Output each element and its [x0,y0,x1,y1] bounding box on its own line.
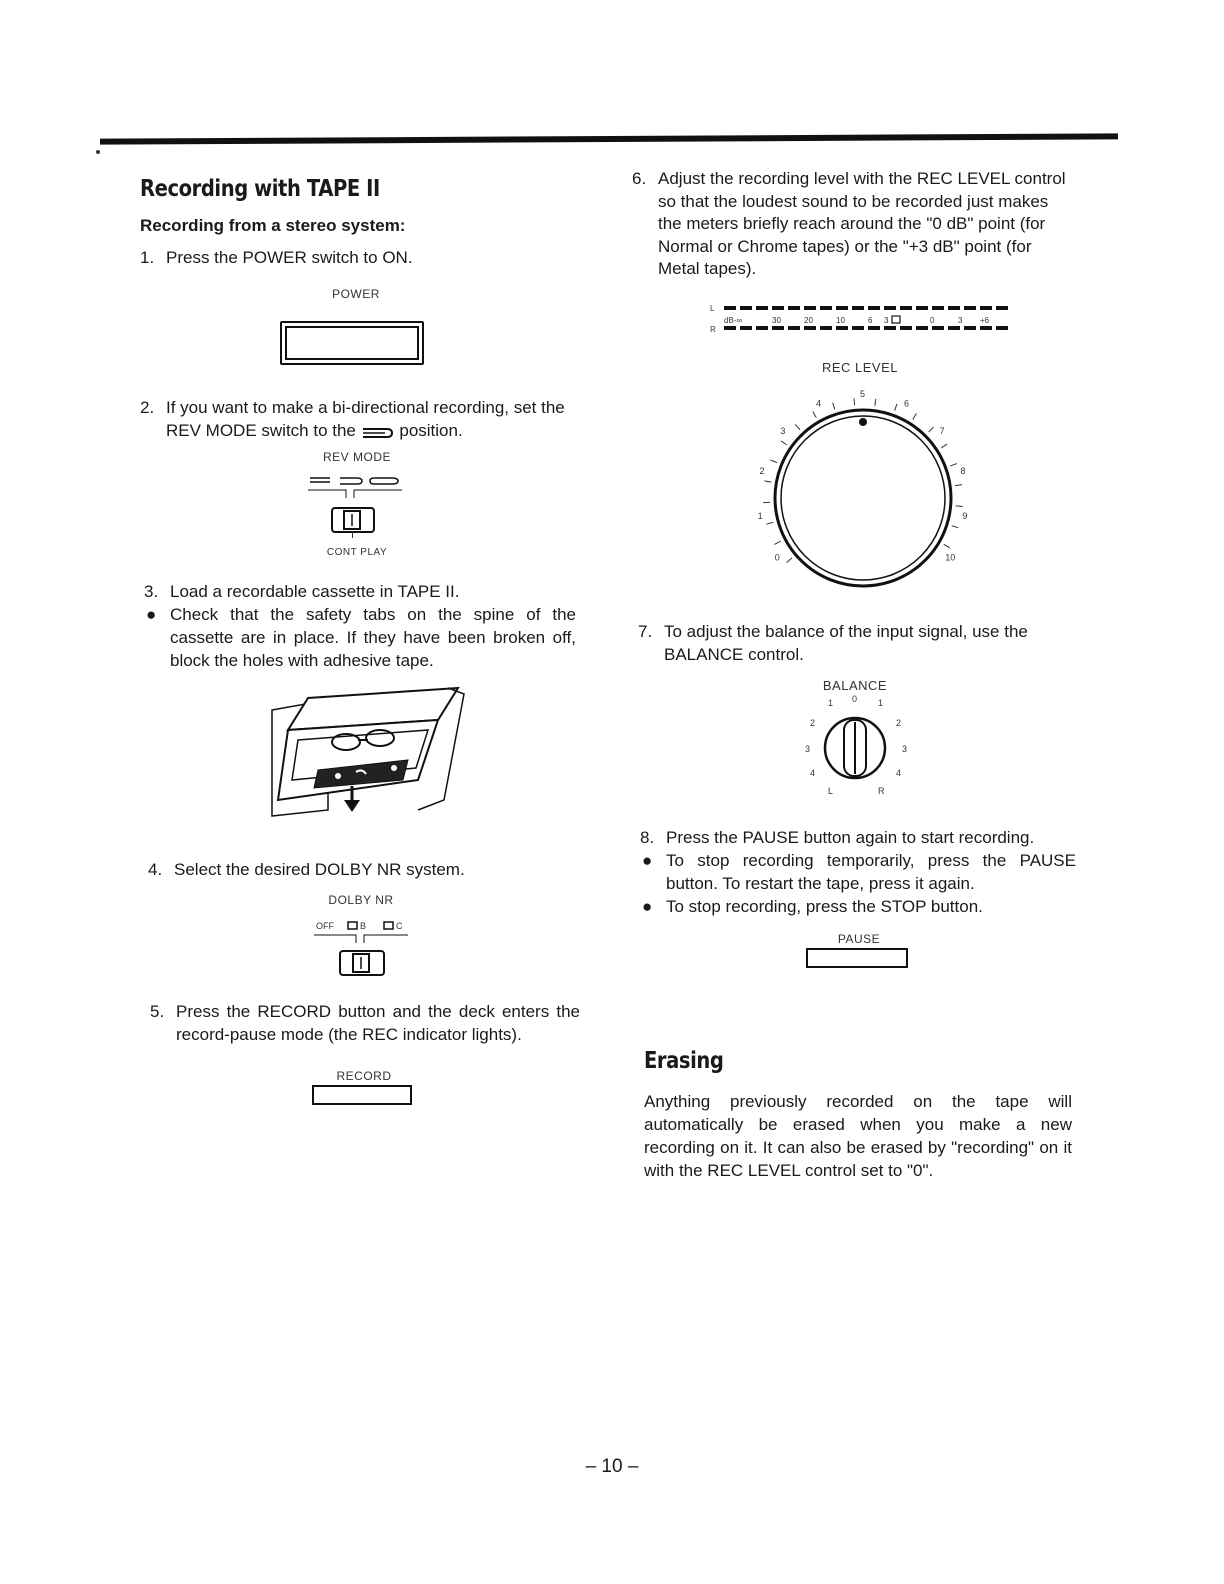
step-6-block [632,168,1072,281]
meter-segment [756,306,768,310]
section-title: Recording with TAPE II [140,176,380,202]
meter-segment [868,326,880,330]
balance-r-label: R [878,786,885,796]
rec-level-tick-mark [766,522,773,524]
rec-level-tick-mark [929,427,934,432]
meter-tick: 20 [804,316,813,325]
rev-mode-figure [302,450,412,558]
step-3-block [144,580,576,672]
rec-level-tick-label: 4 [816,398,822,409]
cassette-illustration [268,680,468,820]
erasing-section [644,1042,1072,1182]
meter-tick: 3 [884,316,889,325]
rec-level-tick-mark [950,464,957,466]
meter-tick: 0 [930,316,935,325]
rec-level-tick-label: 6 [903,398,909,409]
step-7-block [638,620,1074,666]
rev-mode-switch[interactable] [302,464,412,534]
dolby-b-label: B [360,921,367,931]
meter-segment [836,306,848,310]
balance-tick: 2 [810,718,816,728]
meter-segment [996,306,1008,310]
meter-segment [868,306,880,310]
rule-dot [96,150,100,154]
meter-segment [948,306,960,310]
balance-tick: 3 [902,744,908,754]
pause-button-figure [806,932,912,968]
step-7: 7. To adjust the balance of the input signal, use the BALANCE control. [638,622,1028,664]
rec-level-tick-mark [952,526,959,528]
balance-tick: 3 [805,744,811,754]
meter-segment [804,306,816,310]
page-number: – 10 – [585,1456,639,1477]
balance-label: BALANCE [822,678,888,693]
meter-segment [724,306,736,310]
erasing-text: Anything previously recorded on the tape will automatically be erased when you make a new recording on it. It can also be erased by "recording" on it with the REC LEVEL control set to "0". [644,1092,1072,1180]
step-8-block [640,826,1076,918]
rec-level-knob[interactable] [748,380,978,595]
meter-tick: 3 [958,316,963,325]
rec-level-tick-label: 8 [960,466,966,477]
step-1: 1. Press the POWER switch to ON. [140,248,413,267]
rev-mode-one-way-icon [361,425,395,439]
meter-segment [836,326,848,330]
rec-level-tick-label: 10 [945,552,956,563]
left-column [140,170,580,269]
rev-mode-label: REV MODE [322,450,391,464]
step-6: 6. Adjust the recording level with the REC LEVEL control so that the loudest sound to be recorded just makes the meters briefly reach around the "0 dB" point (for Normal or Chrome tapes) or the "+3 dB" point (for Metal tapes). [632,169,1066,278]
meter-tick: 30 [772,316,781,325]
rec-level-tick-mark [774,541,780,544]
meter-segment [804,326,816,330]
rec-level-tick-mark [913,414,917,420]
rec-level-tick-mark [875,399,876,406]
meter-segment [900,306,912,310]
rec-level-label: REC LEVEL [821,360,899,375]
meter-segment [900,326,912,330]
rec-level-tick-mark [833,403,835,410]
dolby-nr-figure [306,893,416,982]
rec-level-label-wrap [790,360,930,375]
record-button[interactable] [312,1085,412,1105]
rec-level-indicator-dot [859,418,867,426]
step-8-bullet-a: ● To stop recording temporarily, press the PAUSE button. To restart the tape, press it again. [642,851,1076,893]
rec-level-tick-mark [854,398,855,405]
meter-segment [980,326,992,330]
meter-segment [740,326,752,330]
dolby-c-label: C [396,921,403,931]
power-label: POWER [332,287,380,301]
step-4: 4. Select the desired DOLBY NR system. [148,860,465,879]
meter-tick: 10 [836,316,845,325]
step-5-block [150,1000,580,1046]
meter-segment [820,326,832,330]
meter-segment [772,306,784,310]
rec-level-tick-label: 0 [774,552,780,563]
dolby-mark-icon [892,316,900,323]
power-button[interactable] [280,321,424,365]
cont-play-label: CONT PLAY [326,547,388,558]
balance-tick: 4 [810,768,816,778]
rec-level-tick-label: 7 [939,426,945,437]
meter-tick: dB-∞ [724,316,743,325]
step-3-bullet: ● Check that the safety tabs on the spine of the cassette are in place. If they have been broken off, block the holes with adhesive tape. [146,605,576,670]
meter-segment [788,306,800,310]
balance-tick: 1 [828,698,834,708]
balance-l-label: L [828,786,834,796]
balance-tick: 2 [896,718,902,728]
rec-level-tick-mark [895,404,897,411]
rec-level-tick-mark [795,424,800,429]
meter-segment [884,306,896,310]
record-button-figure [312,1069,416,1105]
top-rule [100,133,1118,144]
meter-segment [916,306,928,310]
rec-level-tick-mark [941,444,947,448]
rec-level-tick-label: 9 [962,511,968,522]
rec-level-tick-mark [781,441,787,445]
meter-segment [724,326,736,330]
power-switch-figure [280,287,432,365]
meter-segment [948,326,960,330]
pause-label: PAUSE [837,932,881,946]
step-8-bullet-b: ● To stop recording, press the STOP button. [642,897,983,916]
pause-button[interactable] [806,948,908,968]
meter-segment [980,306,992,310]
balance-tick: 0 [852,694,858,704]
meter-segment [788,326,800,330]
level-meter [708,302,1008,334]
dolby-nr-label: DOLBY NR [328,893,394,907]
meter-segment [852,306,864,310]
step-5: 5. Press the RECORD button and the deck enters the record-pause mode (the REC indicator lights). [150,1002,580,1044]
rec-level-tick-mark [813,412,817,418]
meter-tick: +6 [980,316,990,325]
balance-label-wrap [800,678,910,693]
meter-segment [772,326,784,330]
step-4-block [148,858,578,881]
meter-segment [932,326,944,330]
dolby-nr-switch[interactable] [306,907,416,977]
meter-segment [964,306,976,310]
meter-segment [852,326,864,330]
rec-level-tick-mark [944,544,950,547]
step-2: 2. If you want to make a bi-directional recording, set the REV MODE switch to the position. [140,398,565,440]
meter-segment [996,326,1008,330]
rec-level-tick-label: 1 [757,511,763,522]
meter-segment [964,326,976,330]
dolby-off-label: OFF [316,921,334,931]
rec-level-tick-mark [956,506,963,507]
rec-level-tick-mark [955,485,962,486]
rec-level-tick-label: 2 [759,466,765,477]
rec-level-tick-label: 3 [780,426,786,437]
meter-segment [756,326,768,330]
meter-segment [884,326,896,330]
meter-segment [916,326,928,330]
step-2-block [140,396,580,442]
balance-tick: 1 [878,698,884,708]
rec-level-tick-mark [764,481,771,482]
meter-tick: 6 [868,316,873,325]
meter-l-label: L [710,304,715,313]
balance-knob[interactable] [800,692,910,802]
subhead: Recording from a stereo system: [140,216,406,235]
meter-segment [740,306,752,310]
meter-r-label: R [710,325,716,334]
step-3: 3. Load a recordable cassette in TAPE II. [144,582,460,601]
rec-level-tick-label: 5 [860,389,866,399]
balance-tick: 4 [896,768,902,778]
rec-level-tick-mark [771,460,777,463]
step-8: 8. Press the PAUSE button again to start recording. [640,828,1035,847]
meter-segment [820,306,832,310]
record-label: RECORD [336,1069,392,1083]
erasing-title: Erasing [644,1048,724,1074]
rec-level-tick-mark [787,558,792,563]
meter-segment [932,306,944,310]
